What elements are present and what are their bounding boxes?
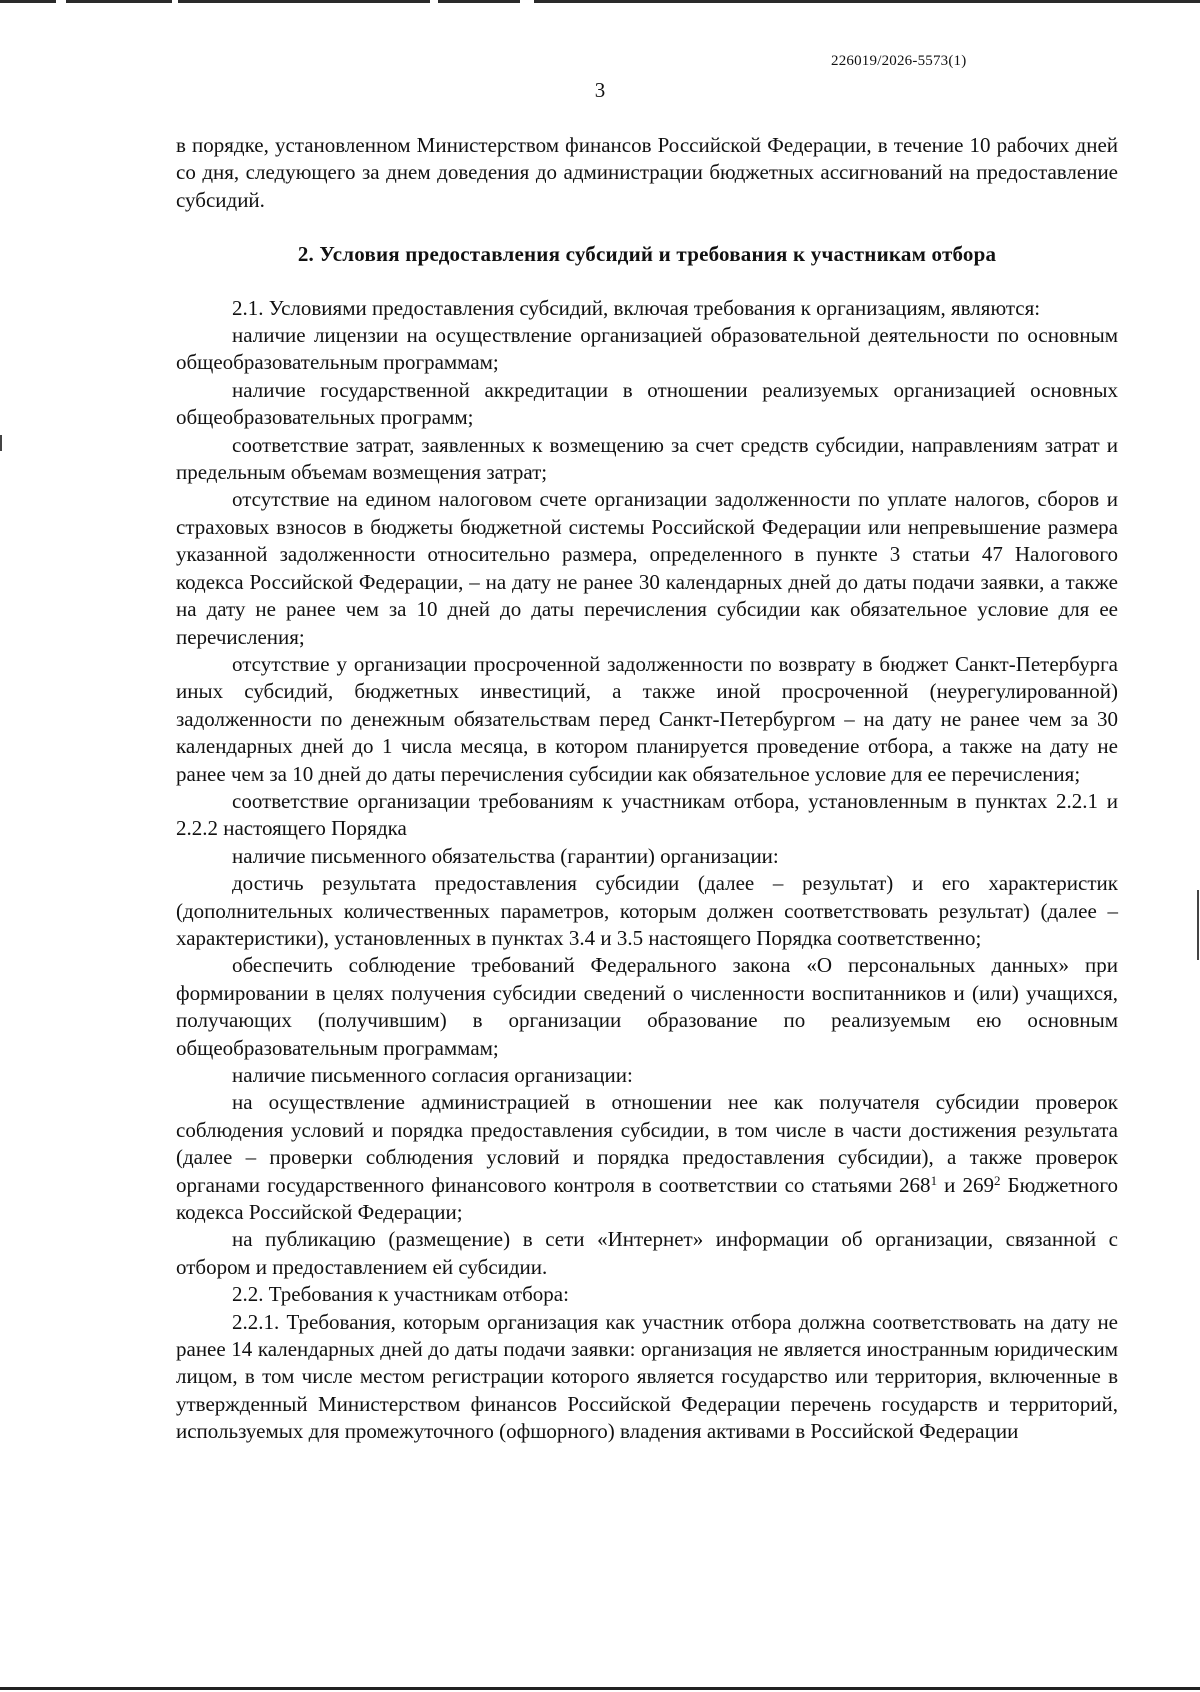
scan-edge-top (0, 0, 1200, 3)
scan-edge-bottom (0, 1687, 1200, 1690)
scan-edge-mark (0, 435, 2, 451)
paragraph-inspections (176, 1089, 1118, 1226)
scan-edge-mark (1197, 890, 1199, 960)
section-heading: 2. Условия предоставления субсидий и требования к участникам отбора (297, 242, 997, 267)
document-number: 226019/2026-5573(1) (831, 53, 967, 69)
page-number: 3 (594, 78, 606, 102)
paragraph-tax-debt: отсутствие на едином налоговом счете организации задолженности по уплате налогов, сборов и страховых взносов в бюджеты бюджетной системы Российской Федерации или непревышение размера указанной задолженности относительно размера, определенного в пункте 3 статьи 47 Налогового кодекса Российской Федерации, – на дату не ранее 30 календарных дней до даты подачи заявки, а также на дату не ранее чем за 10 дней до даты перечисления субсидии как обязательное условие для ее перечисления; (176, 487, 1118, 649)
superscript: 2 (993, 1172, 1001, 1188)
paragraph-costs: соответствие затрат, заявленных к возмещению за счет средств субсидии, направлениям затрат и предельным объемам возмещения затрат; (176, 432, 1118, 485)
scan-edge-gap (430, 0, 438, 3)
paragraph-compliance: соответствие организации требованиям к участникам отбора, установленным в пунктах 2.2.1 и 2.2.2 настоящего Порядка (176, 788, 1118, 841)
scan-edge-gap (56, 0, 66, 3)
paragraph-obligation: наличие письменного обязательства (гарантии) организации: (232, 843, 779, 868)
paragraph-2-2: 2.2. Требования к участникам отбора: (232, 1282, 569, 1307)
document-body (176, 132, 1118, 1446)
paragraph-2-2-1: 2.2.1. Требования, которым организация как участник отбора должна соответствовать на дату не ранее 14 календарных дней до даты подачи заявки: организация не является иностранным юридическим лицом, в том числе местом регистрации которого является государство или территория, включенные в утвержденный Министерством финансов Российской Федерации перечень государств и территорий, используемых для промежуточного (офшорного) владения активами в Российской Федерации (176, 1309, 1118, 1444)
paragraph-license: наличие лицензии на осуществление организацией образовательной деятельности по основным общеобразовательным программам; (176, 323, 1118, 375)
inspections-text: Бюджетного кодекса Российской Федерации; (176, 1172, 1118, 1225)
paragraph-consent: наличие письменного согласия организации: (232, 1063, 633, 1087)
paragraph-achieve-result: достичь результата предоставления субсидии (далее – результат) и его характеристик (дополнительных количественных параметров, которым должен соответствовать результат) (далее – характеристики), установленных в пунктах 3.4 и 3.5 настоящего Порядка соответственно; (176, 871, 1118, 950)
superscript: 1 (930, 1172, 938, 1188)
paragraph-overdue-debt: отсутствие у организации просроченной задолженности по возврату в бюджет Санкт-Петербурга иных субсидий, бюджетных инвестиций, а также иной просроченной (неурегулированной) задолженности по денежным обязательствам перед Санкт-Петербургом – на дату не ранее чем за 30 календарных дней до 1 числа месяца, в котором планируется проведение отбора, а также на дату не ранее чем за 10 дней до даты перечисления субсидии как обязательное условие для ее перечисления; (176, 651, 1118, 786)
scan-edge-gap (172, 0, 178, 3)
paragraph-accreditation: наличие государственной аккредитации в отношении реализуемых организацией основных общеобразовательных программ; (176, 377, 1118, 430)
inspections-text: на осуществление администрацией в отношении нее как получателя субсидии проверок соблюдения условий и порядка предоставления субсидии, в том числе в части достижения результата (далее – проверки соблюдения условий и порядка предоставления субсидии), а также проверок органами государственного финансового контроля в соответствии со статьями 268 (176, 1090, 1118, 1197)
paragraph-personal-data: обеспечить соблюдение требований Федерального закона «О персональных данных» при формировании в целях получения субсидии сведений о численности воспитанников и (или) учащихся, получающих (получившим) в организации образование по реализуемым ею основным общеобразовательным программам; (176, 953, 1118, 1060)
scan-edge-gap (520, 0, 534, 3)
paragraph-publication: на публикацию (размещение) в сети «Интернет» информации об организации, связанной с отбором и предоставлением ей субсидии. (176, 1227, 1118, 1279)
inspections-text: и 269 (937, 1172, 994, 1197)
paragraph-2-1: 2.1. Условиями предоставления субсидий, включая требования к организациям, являются: (232, 295, 1041, 320)
intro-paragraph: в порядке, установленном Министерством финансов Российской Федерации, в течение 10 рабочих дней со дня, следующего за днем доведения до администрации бюджетных ассигнований на предоставление субсидий. (176, 133, 1118, 212)
